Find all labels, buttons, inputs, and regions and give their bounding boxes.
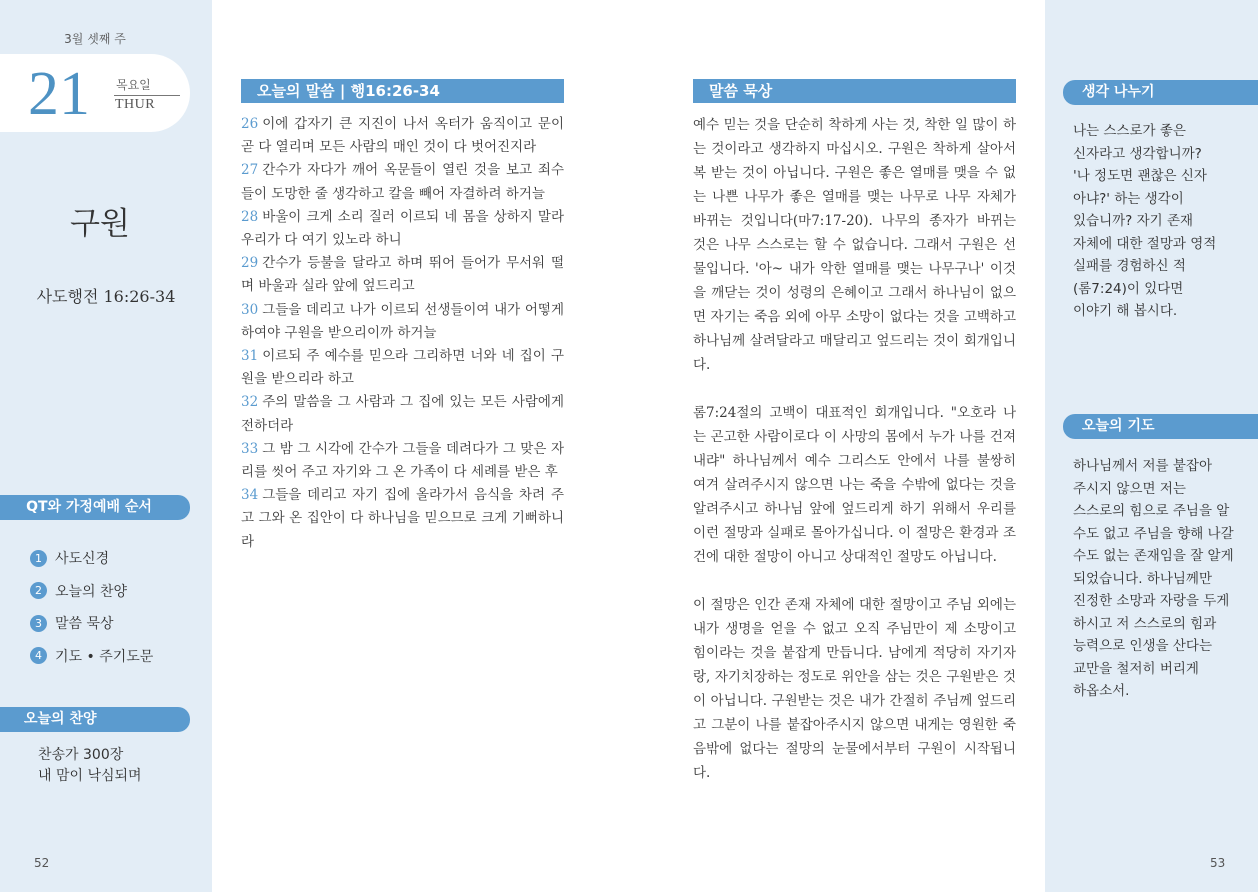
meditation-paragraph: 이 절망은 인간 존재 자체에 대한 절망이고 주님 외에는 내가 생명을 얻을 수 없고 오직 주님만이 제 소망이고 힘이라는 것을 붙잡게 만듭니다. 남에게 적당히 자기자랑, 자기치장하는 정도로 위안을 삼는 것은 구원받은 것이 아닙니다. 구원받는 것은 내가 간절히 주님께 엎드리고 그분이 나를 붙잡아주시지 않으면 내게는 영원한 죽음밖에 없다는 절망의 눈물에서부터 구원이 시작됩니다.	[693, 597, 1016, 781]
hymn-header: 오늘의 찬양	[0, 707, 190, 732]
share-header: 생각 나누기	[1063, 80, 1258, 105]
week-label: 3월 셋째 주	[64, 32, 126, 46]
hymn-info	[38, 745, 142, 787]
order-item	[30, 542, 153, 575]
page-number-right: 53	[1210, 856, 1226, 870]
verse-number: 31	[241, 348, 259, 365]
verse-number: 30	[241, 301, 259, 318]
verse-number: 34	[241, 487, 259, 504]
scripture-text	[241, 113, 564, 554]
hymn-number: 찬송가 300장	[38, 747, 124, 763]
prayer-line: 하나님께서 저를 붙잡아	[1073, 458, 1212, 474]
number-badge: 4	[30, 647, 47, 664]
number-badge: 1	[30, 550, 47, 567]
prayer-text	[1073, 455, 1243, 703]
number-badge: 2	[30, 582, 47, 599]
verse	[241, 391, 564, 437]
verse	[241, 159, 564, 205]
prayer-line: 되었습니다. 하나님께만	[1073, 570, 1212, 587]
order-item-label: 오늘의 찬양	[55, 583, 128, 600]
order-item	[30, 575, 153, 608]
order-list	[30, 542, 153, 672]
hymn-title: 내 맘이 낙심되며	[38, 768, 142, 784]
prayer-header: 오늘의 기도	[1063, 414, 1258, 439]
share-text	[1073, 120, 1243, 323]
order-item-label: 기도 • 주기도문	[55, 648, 154, 665]
verse-text: 그들을 데리고 나가 이르되 선생들이여 내가 어떻게 하여야 구원을 받으리이까 하거늘	[241, 301, 564, 341]
verse-text: 간수가 자다가 깨어 옥문들이 열린 것을 보고 죄수들이 도망한 줄 생각하고 칼을 빼어 자결하려 하거늘	[241, 162, 564, 202]
verse	[241, 484, 564, 554]
order-header-label: QT와 가정예배 순서	[26, 499, 152, 515]
scripture-header: 오늘의 말씀 | 행16:26-34	[241, 79, 564, 103]
verse	[241, 345, 564, 391]
share-line: 아냐?' 하는 생각이	[1073, 190, 1184, 207]
share-line: (롬7:24)이 있다면	[1073, 280, 1184, 297]
prayer-line: 교만을 철저히 버리게	[1073, 660, 1199, 677]
share-line: 실패를 경험하신 적	[1073, 258, 1186, 274]
meditation-paragraph: 예수 믿는 것을 단순히 착하게 사는 것, 착한 일 많이 하는 것이라고 생각하지 마십시오. 구원은 착하게 살아서 복 받는 것이 아닙니다. 구원은 좋은 열매를 맺을 수 없는 나쁜 나무가 좋은 열매를 맺는 나무로 나무 자체가 바뀌는 것입니다(마7:17-20). 나무의 종자가 바뀌는 것은 나무 스스로는 할 수 없습니다. 그래서 구원은 선물입니다. '아~ 내가 악한 열매를 맺는 나무구나' 이것을 깨닫는 것이 성령의 은혜이고 그래서 하나님이 없으면 자기는 죽음 외에 아무 소망이 없다는 것을 고백하고 하나님께 살려달라고 매달리고 엎드리는 것이 회개입니다.	[693, 117, 1016, 373]
meditation-paragraph: 롬7:24절의 고백이 대표적인 회개입니다. "오호라 나는 곤고한 사람이로다 이 사망의 몸에서 누가 나를 건져내랴" 하나님께서 예수 그리스도 안에서 나를 불쌍히 여겨 살려주시지 않으면 나는 죽을 수밖에 없다는 것을 알려주시고 하나님 앞에 엎드리게 하기 위해서 우리를 이런 절망과 실패로 몰아가십니다. 이 절망은 환경과 조건에 대한 절망이 아니고 상대적인 절망도 아닙니다.	[693, 405, 1016, 565]
page-title: 구원	[70, 206, 130, 242]
order-header	[0, 495, 190, 520]
verse	[241, 438, 564, 484]
share-line: 자체에 대한 절망과 영적	[1073, 235, 1217, 252]
verse-number: 27	[241, 162, 259, 179]
verse-number: 28	[241, 208, 259, 225]
verse-text: 이에 갑자기 큰 지진이 나서 옥터가 움직이고 문이 곧 다 열리며 모든 사람의 매인 것이 다 벗어진지라	[241, 116, 564, 156]
verse-number: 26	[241, 116, 259, 132]
prayer-line: 주시지 않으면 저는	[1073, 480, 1186, 497]
verse	[241, 252, 564, 298]
order-item-label: 사도신경	[55, 551, 110, 568]
prayer-line: 수도 없는 존재임을 잘 알게	[1073, 548, 1234, 564]
order-item-label: 말씀 묵상	[55, 616, 114, 633]
number-badge: 3	[30, 615, 47, 632]
prayer-line: 하시고 저 스스로의 힘과	[1073, 615, 1217, 632]
meditation-text	[693, 113, 1016, 809]
share-line: 이야기 해 봅시다.	[1073, 303, 1178, 319]
verse-text: 이르되 주 예수를 믿으라 그리하면 너와 네 집이 구원을 받으리라 하고	[241, 348, 564, 388]
verse-text: 바울이 크게 소리 질러 이르되 네 몸을 상하지 말라 우리가 다 여기 있노라 하니	[241, 208, 564, 249]
order-item	[30, 607, 153, 640]
verse-number: 32	[241, 394, 259, 411]
scripture-reference: 사도행전 16:26-34	[36, 287, 176, 306]
verse-text: 그 밤 그 시각에 간수가 그들을 데려다가 그 맞은 자리를 씻어 주고 자기와 그 온 가족이 다 세례를 받은 후	[241, 440, 564, 481]
order-item	[30, 640, 153, 673]
verse-text: 그들을 데리고 자기 집에 올라가서 음식을 차려 주고 그와 온 집안이 다 하나님을 믿으므로 크게 기뻐하니라	[241, 487, 564, 550]
verse-number: 33	[241, 440, 259, 457]
verse	[241, 206, 564, 252]
share-line: 있습니까? 자기 존재	[1073, 213, 1194, 229]
share-line: 신자라고 생각합니까?	[1073, 145, 1202, 162]
prayer-line: 하옵소서.	[1073, 683, 1130, 699]
share-line: 나는 스스로가 좋은	[1073, 123, 1186, 139]
prayer-line: 스스로의 힘으로 주님을 알	[1073, 503, 1230, 519]
divider	[114, 95, 180, 96]
day-number: 21	[28, 60, 90, 128]
day-of-week-korean: 목요일	[116, 78, 151, 92]
share-line: '나 정도면 괜찮은 신자	[1073, 168, 1207, 184]
prayer-line: 수도 없고 주님을 향해 나갈	[1073, 525, 1234, 542]
verse	[241, 299, 564, 345]
page-number-left: 52	[34, 856, 50, 870]
verse-text: 주의 말씀을 그 사람과 그 집에 있는 모든 사람에게 전하더라	[241, 394, 564, 434]
verse	[241, 113, 564, 159]
day-of-week-english: THUR	[115, 97, 156, 112]
meditation-header: 말씀 묵상	[693, 79, 1016, 103]
verse-text: 간수가 등불을 달라고 하며 뛰어 들어가 무서워 떨며 바울과 실라 앞에 엎드리고	[241, 255, 564, 295]
verse-number: 29	[241, 255, 259, 272]
prayer-line: 능력으로 인생을 산다는	[1073, 638, 1212, 654]
prayer-line: 진정한 소망과 자랑을 두게	[1073, 593, 1230, 609]
